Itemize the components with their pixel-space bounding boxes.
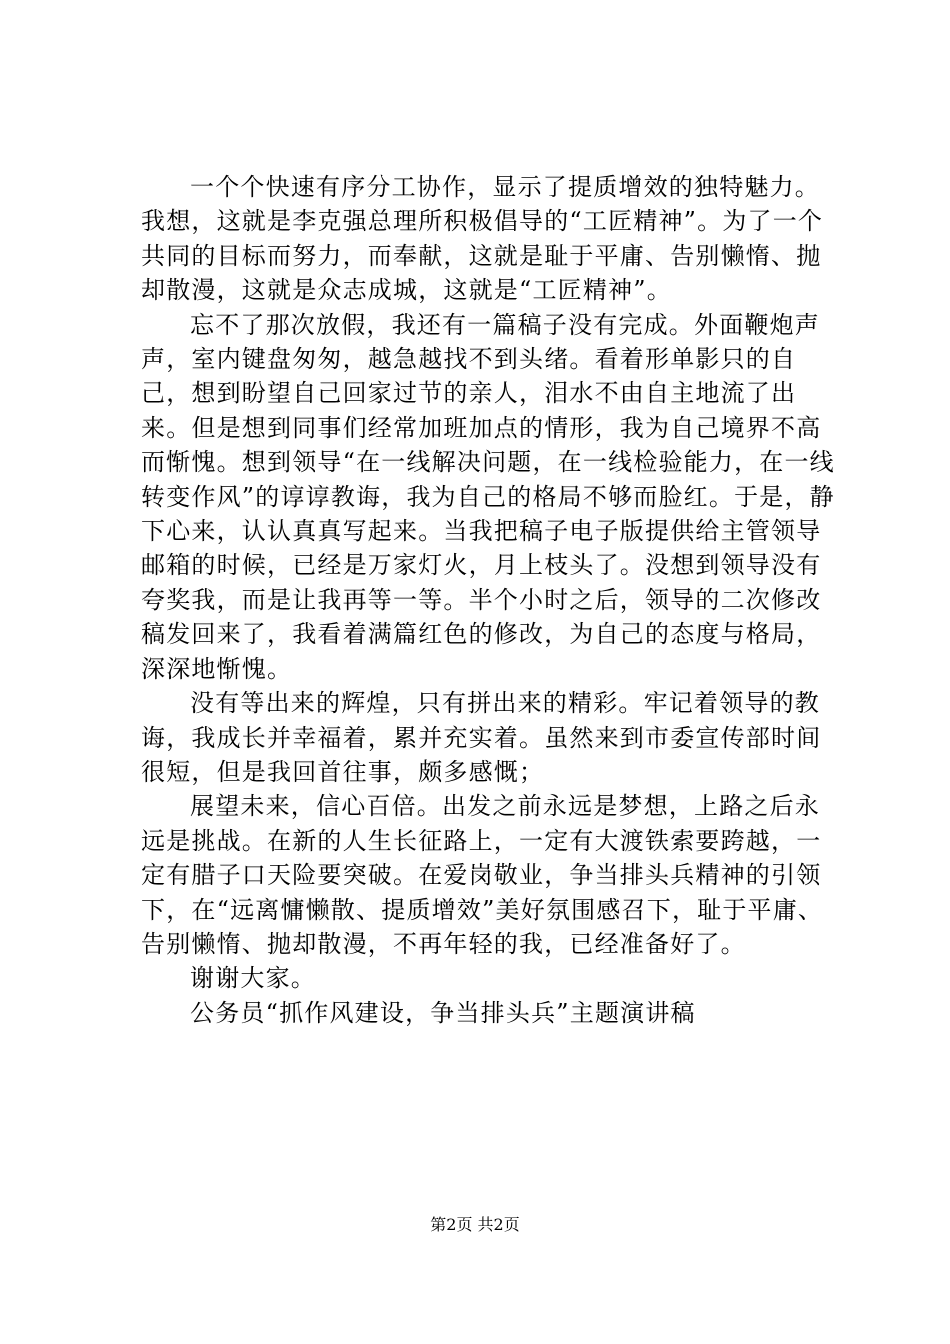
paragraph: 没有等出来的辉煌，只有拼出来的精彩。牢记着领导的教诲，我成长并幸福着，累并充实着。虽然来到市委宣传部时间很短，但是我回首往事，颇多感慨； [141,689,822,786]
document-body [141,170,841,1030]
paragraph-closing: 谢谢大家。 [190,964,316,993]
paragraph-document-title: 公务员“抓作风建设，争当排头兵”主题演讲稿 [190,998,696,1027]
page-number-indicator: 第2页 共2页 [430,1215,520,1234]
page-footer [0,1214,950,1236]
paragraph: 忘不了那次放假，我还有一篇稿子没有完成。外面鞭炮声声，室内键盘匆匆，越急越找不到头绪。看着形单影只的自己，想到盼望自己回家过节的亲人，泪水不由自主地流了出来。但是想到同事们经常加班加点的情形，我为自己境界不高而惭愧。想到领导“在一线解决问题，在一线检验能力，在一线转变作风”的谆谆教诲，我为自己的格局不够而脸红。于是，静下心来，认认真真写起来。当我把稿子电子版提供给主管领导邮箱的时候，已经是万家灯火，月上枝头了。没想到领导没有夸奖我，而是让我再等一等。半个小时之后，领导的二次修改稿发回来了，我看着满篇红色的修改，为自己的态度与格局，深深地惭愧。 [141,310,835,683]
paragraph: 一个个快速有序分工协作，显示了提质增效的独特魅力。我想，这就是李克强总理所积极倡导的“工匠精神”。为了一个共同的目标而努力，而奉献，这就是耻于平庸、告别懒惰、抛却散漫，这就是众志成城，这就是“工匠精神”。 [141,173,824,305]
paragraph: 展望未来，信心百倍。出发之前永远是梦想，上路之后永远是挑战。在新的人生长征路上，一定有大渡铁索要跨越，一定有腊子口天险要突破。在爱岗敬业，争当排头兵精神的引领下，在“远离慵懒散、提质增效”美好氛围感召下，耻于平庸、告别懒惰、抛却散漫，不再年轻的我，已经准备好了。 [141,792,824,958]
